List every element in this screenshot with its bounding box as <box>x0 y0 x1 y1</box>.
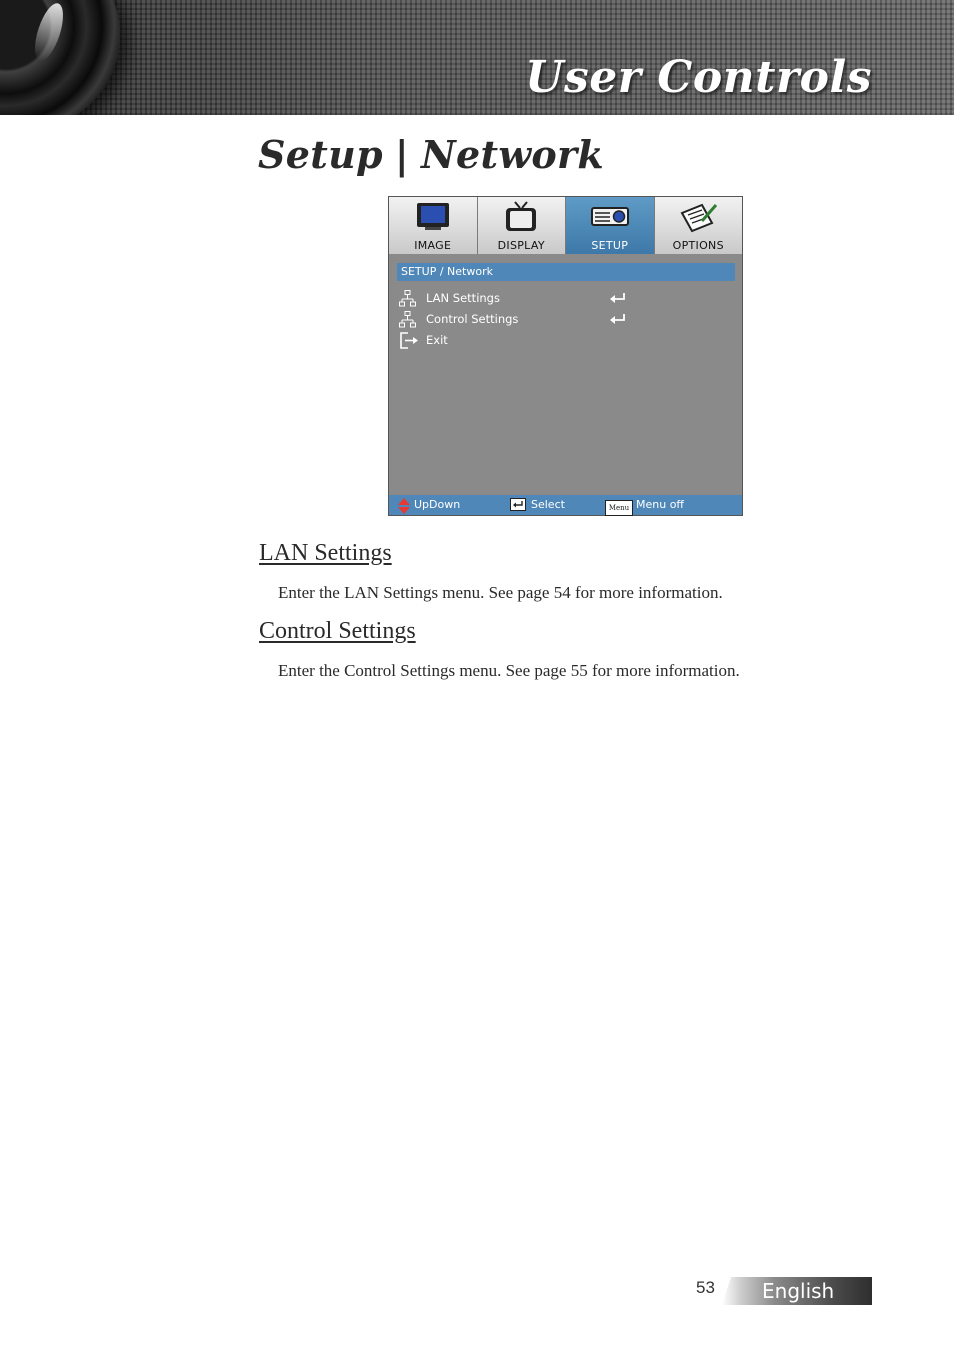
enter-icon <box>609 312 627 330</box>
page-number: 53 <box>696 1278 715 1297</box>
osd-breadcrumb: SETUP / Network <box>397 263 735 281</box>
menu-item-control-settings-label: Control Settings <box>426 312 519 326</box>
section-heading-lan-settings: LAN Settings <box>259 540 392 566</box>
page-title-separator: | <box>394 132 409 177</box>
section-body-lan-settings: Enter the LAN Settings menu. See page 54 for more information. <box>278 583 723 602</box>
tab-display[interactable] <box>478 197 567 254</box>
menu-item-exit[interactable] <box>399 331 719 349</box>
menu-item-lan-settings-label: LAN Settings <box>426 291 500 305</box>
osd-tab-bar <box>389 197 742 254</box>
footer-select-label: Select <box>531 498 565 511</box>
section-body-control-settings: Enter the Control Settings menu. See page 55 for more information. <box>278 661 740 680</box>
tab-options[interactable] <box>655 197 743 254</box>
page-title-network: Network <box>421 132 604 177</box>
footer-menu-off-label: Menu off <box>636 498 685 511</box>
page-title-setup: Setup <box>258 132 383 177</box>
header-banner <box>0 0 954 115</box>
tab-setup[interactable] <box>566 197 655 254</box>
projector-icon <box>590 201 630 234</box>
updown-arrows-icon <box>398 498 410 521</box>
header-title: User Controls <box>525 52 872 103</box>
enter-icon <box>609 291 627 309</box>
menu-key-icon <box>605 497 633 517</box>
tab-display-label: DISPLAY <box>497 239 545 252</box>
enter-key-icon <box>510 498 526 518</box>
menu-item-control-settings[interactable] <box>399 310 719 328</box>
exit-icon <box>399 332 419 355</box>
osd-footer <box>389 495 742 515</box>
language-label: English <box>762 1279 835 1303</box>
osd-menu <box>388 196 743 516</box>
section-heading-control-settings: Control Settings <box>259 618 416 644</box>
lens-graphic <box>0 0 120 115</box>
monitor-icon <box>415 201 451 234</box>
menu-item-lan-settings[interactable] <box>399 289 719 307</box>
tab-image[interactable] <box>389 197 478 254</box>
notepad-icon <box>678 201 718 236</box>
tab-options-label: OPTIONS <box>672 239 724 252</box>
page-title <box>258 132 604 177</box>
footer-updown-label: UpDown <box>414 498 461 511</box>
menu-key-label: Menu <box>605 500 633 516</box>
menu-item-exit-label: Exit <box>426 333 448 347</box>
tab-setup-label: SETUP <box>591 239 629 252</box>
tab-image-label: IMAGE <box>414 239 452 252</box>
tv-icon <box>503 201 539 236</box>
